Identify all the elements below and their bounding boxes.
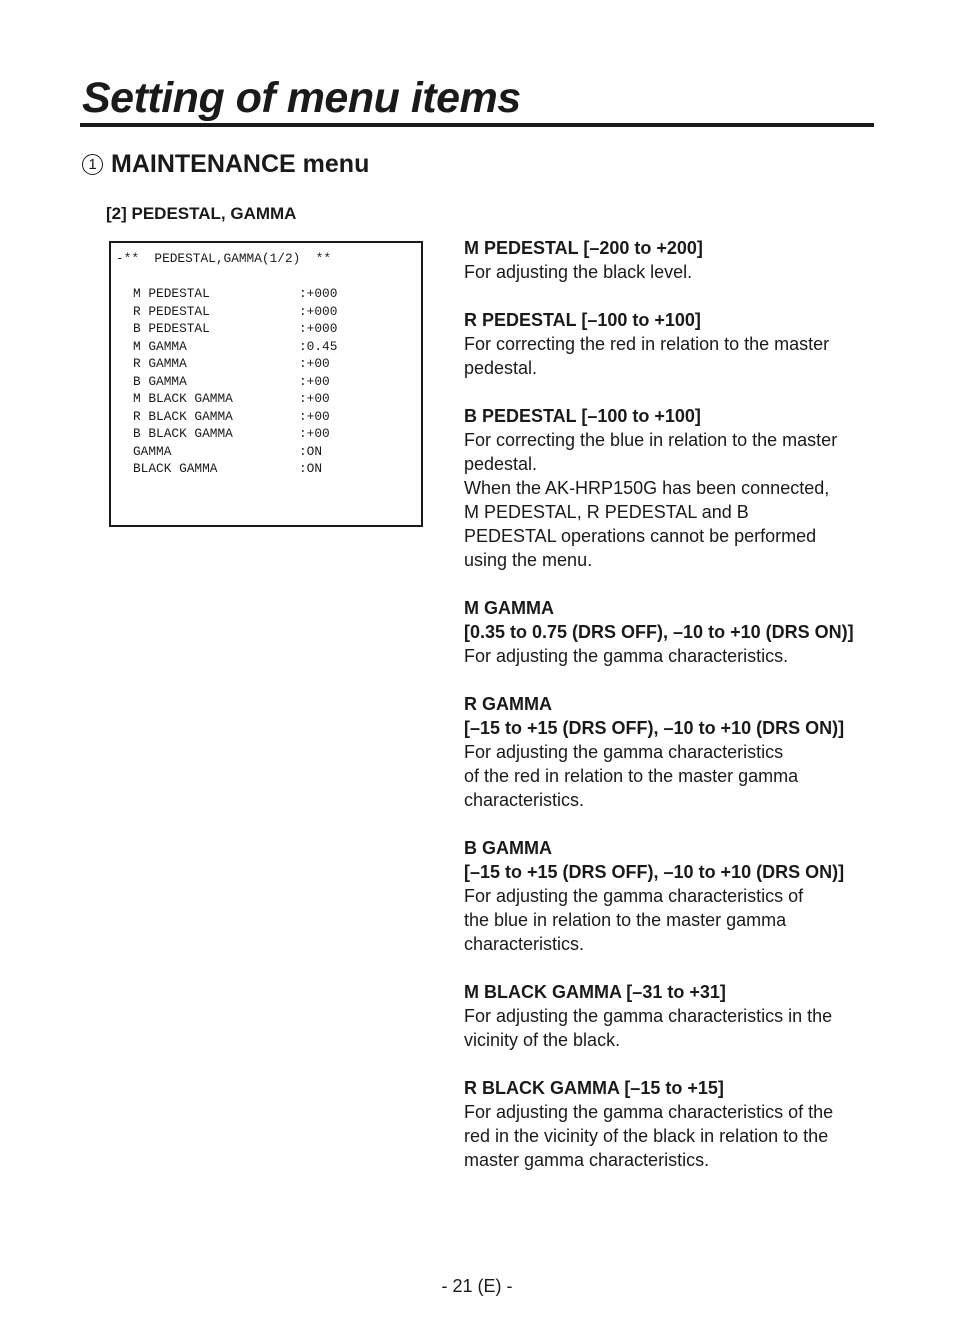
setting-item [464, 836, 884, 956]
setting-description-line: characteristics. [464, 790, 585, 810]
setting-description-line: characteristics. [464, 934, 585, 954]
setting-item [464, 980, 884, 1052]
osd-menu-row [133, 390, 393, 408]
setting-description-line: red in the vicinity of the black in relation to the [464, 1126, 829, 1146]
setting-item [464, 1076, 884, 1172]
setting-range: [0.35 to 0.75 (DRS OFF), –10 to +10 (DRS ON)] [464, 622, 854, 642]
section-heading [82, 150, 369, 179]
osd-menu-row [133, 285, 393, 303]
osd-row-value: :+000 [299, 321, 338, 336]
osd-row-label: M BLACK GAMMA [133, 391, 233, 406]
setting-description-line: For adjusting the gamma characteristics [464, 742, 784, 762]
setting-description-line: M PEDESTAL, R PEDESTAL and B [464, 502, 749, 522]
osd-row-value: :ON [299, 461, 323, 476]
setting-description-line: pedestal. [464, 454, 538, 474]
osd-row-value: :0.45 [299, 338, 338, 354]
setting-heading: R PEDESTAL [–100 to +100] [464, 310, 701, 330]
setting-description-line: For adjusting the gamma characteristics in the [464, 1006, 833, 1026]
page-number: - 21 (E) - [441, 1276, 513, 1296]
osd-row-label: BLACK GAMMA [133, 461, 218, 476]
setting-description-line: PEDESTAL operations cannot be performed [464, 526, 817, 546]
setting-item [464, 692, 884, 812]
setting-description-line: When the AK-HRP150G has been connected, [464, 478, 830, 498]
osd-menu-row [133, 338, 393, 356]
setting-description-line: pedestal. [464, 358, 538, 378]
setting-item [464, 236, 884, 284]
setting-description-line: For adjusting the gamma characteristics of [464, 886, 804, 906]
setting-item [464, 596, 884, 668]
osd-row-label: B PEDESTAL [133, 321, 210, 336]
osd-row-label: GAMMA [133, 443, 172, 459]
osd-menu-row [133, 425, 393, 443]
setting-description-line: For adjusting the gamma characteristics. [464, 646, 789, 666]
setting-item [464, 404, 884, 572]
setting-heading: R BLACK GAMMA [–15 to +15] [464, 1078, 724, 1098]
setting-heading: B GAMMA [464, 838, 552, 858]
title-rule [80, 123, 874, 127]
setting-description-line: master gamma characteristics. [464, 1150, 710, 1170]
setting-heading: R GAMMA [464, 694, 552, 714]
setting-description-line: For adjusting the black level. [464, 262, 693, 282]
osd-row-value: :+00 [299, 391, 330, 406]
osd-menu-row [133, 443, 393, 461]
section-number-badge: 1 [82, 154, 103, 175]
setting-heading: B PEDESTAL [–100 to +100] [464, 406, 701, 426]
setting-description-line: the blue in relation to the master gamma [464, 910, 787, 930]
section-title: MAINTENANCE menu [111, 150, 370, 178]
item-descriptions [464, 236, 884, 1196]
osd-row-value: :ON [299, 443, 323, 459]
osd-row-label: R BLACK GAMMA [133, 408, 233, 424]
setting-heading: M BLACK GAMMA [–31 to +31] [464, 982, 726, 1002]
setting-heading: M GAMMA [464, 598, 554, 618]
osd-row-label: B GAMMA [133, 373, 187, 389]
setting-range: [–15 to +15 (DRS OFF), –10 to +10 (DRS ON)] [464, 718, 845, 738]
osd-menu-list [133, 285, 393, 478]
osd-row-value: :+00 [299, 373, 330, 389]
osd-row-value: :+000 [299, 286, 338, 301]
page-title: Setting of menu items [82, 74, 521, 122]
setting-heading: M PEDESTAL [–200 to +200] [464, 238, 703, 258]
osd-row-label: B BLACK GAMMA [133, 426, 233, 441]
osd-row-label: R GAMMA [133, 356, 187, 371]
subsection-title: [2] PEDESTAL, GAMMA [106, 204, 297, 223]
osd-row-label: R PEDESTAL [133, 303, 210, 319]
setting-range: [–15 to +15 (DRS OFF), –10 to +10 (DRS ON)] [464, 862, 845, 882]
osd-menu-row [133, 460, 393, 478]
osd-menu-row [133, 408, 393, 426]
osd-row-value: :+000 [299, 303, 338, 319]
setting-description-line: For correcting the blue in relation to the master [464, 430, 838, 450]
osd-row-value: :+00 [299, 356, 330, 371]
osd-menu-screen [109, 241, 423, 527]
setting-description-line: For correcting the red in relation to the master [464, 334, 830, 354]
osd-row-value: :+00 [299, 408, 330, 424]
osd-row-label: M PEDESTAL [133, 286, 210, 301]
osd-row-value: :+00 [299, 426, 330, 441]
osd-menu-row [133, 355, 393, 373]
setting-description-line: For adjusting the gamma characteristics of the [464, 1102, 834, 1122]
setting-description-line: using the menu. [464, 550, 593, 570]
setting-description-line: of the red in relation to the master gamma [464, 766, 799, 786]
osd-row-label: M GAMMA [133, 338, 187, 354]
osd-menu-row [133, 320, 393, 338]
osd-menu-row [133, 373, 393, 391]
osd-header: -** PEDESTAL,GAMMA(1/2) ** [116, 251, 332, 266]
osd-menu-row [133, 303, 393, 321]
setting-item [464, 308, 884, 380]
setting-description-line: vicinity of the black. [464, 1030, 621, 1050]
